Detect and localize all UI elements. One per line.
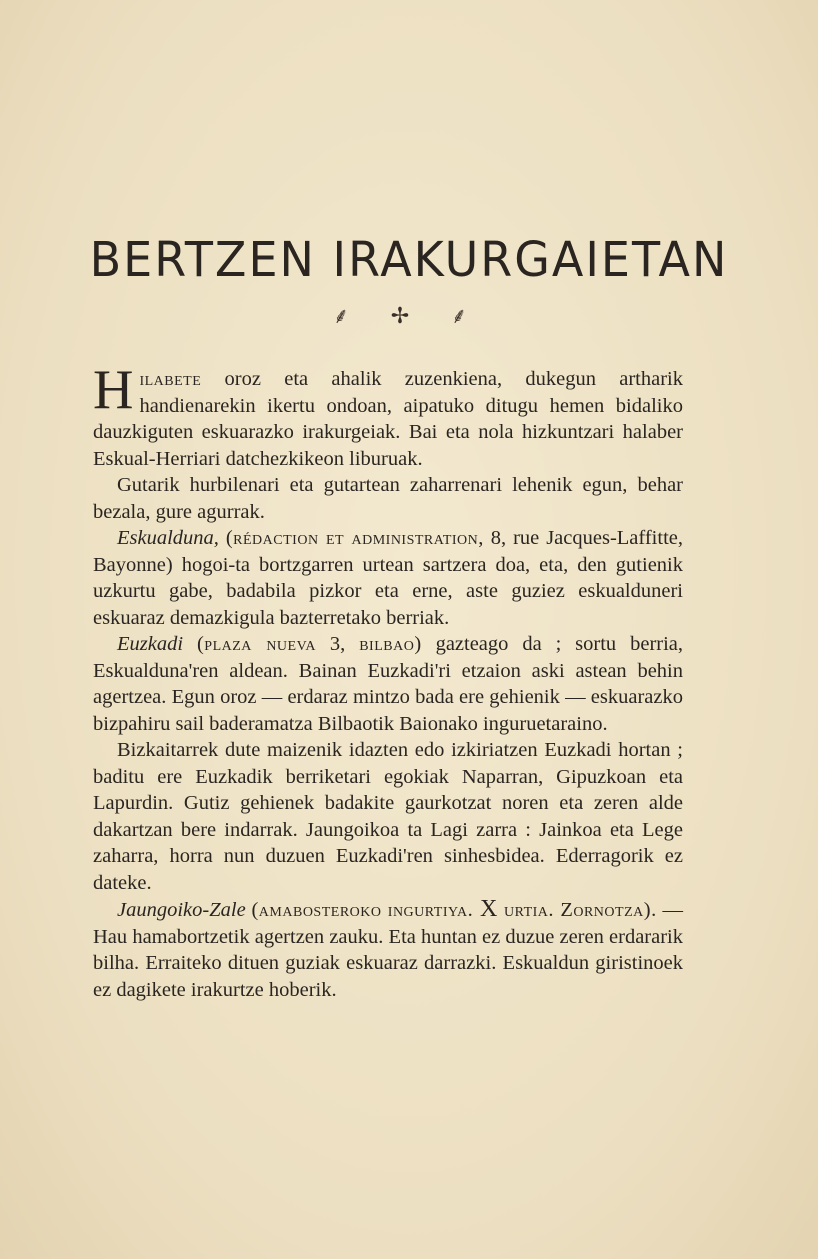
drop-cap: H	[93, 359, 134, 421]
publication-text: gazteago da ; sortu berria, Eskualduna'ren aldean. Bainan Euzkadi'ri etzaion aski astean behin agertzea. Egun oroz — erdaraz mintzo bada ere gehienik — eskuarazko bizpahiru sail baderamatza Bilbaotik Baionako inguruetaraino.	[93, 633, 684, 735]
publication-name: Jaungoiko-Zale	[117, 899, 246, 921]
publication-name: Eskualduna,	[117, 527, 219, 549]
publication-address: (plaza nueva	[196, 633, 317, 655]
paragraph-bizkaitarrek: Bizkaitarrek dute maizenik idazten edo izkiriatzen Euzkadi hortan ; baditu ere Euzkadik berriketari egokiak Naparran, Gipuzkoan eta Lapurdin. Gutiz gehienek badakite gaurkotzat noren eta zeren alde dakartzan bere indarrak. Jaungoikoa ta Lagi zarra : Jainkoa eta Lege zaharra, horra nun duzuen Euzkadi'ren sinhesbidea. Ederragorik ez dateke.	[93, 739, 683, 894]
publication-numeral: X	[473, 896, 504, 922]
publication-name: Euzkadi	[117, 633, 184, 655]
publication-address: (rédaction et administration,	[225, 527, 484, 549]
publication-text: 8, rue Jacques-Laffitte, Bayonne) hogoi-ta bortzgarren urtean sartzera doa, eta, den gutienik uzkurtu gabe, badabila pizkor eta erne, aste guziez eskualduneri eskuaraz demazkigula bazterretako berriak.	[93, 527, 683, 629]
publication-text: — Hau hamabortzetik agertzen zauku. Eta huntan ez duzue zeren erdararik bilha. Erraiteko dituen guziak eskuaraz darrazki. Eskualdun giristinoek ez dagikete irakurtze hoberik.	[93, 899, 684, 1001]
intro-text: oroz eta ahalik zuzenkiena, dukegun artharik handienarekin ikertu ondoan, aipatuko ditugu hemen bidaliko dauzkiguten eskuarazko irakurgeiak. Bai eta nola hizkuntzari halaber Eskual-Herriari datchezkikeon liburuak.	[93, 368, 683, 470]
publication-address: (amabosteroko ingurtiya.	[251, 899, 474, 921]
ornament-divider: ⸙ ✢ ⸙	[332, 303, 486, 328]
article-body	[93, 359, 684, 1003]
paragraph-euzkadi	[93, 631, 683, 737]
page-title: BERTZEN IRAKURGAIETAN	[89, 230, 729, 288]
publication-number: 3,	[316, 633, 360, 655]
intro-smallcaps: ilabete	[139, 368, 202, 390]
paragraph-jaungoiko-zale	[93, 896, 683, 1003]
publication-city: bilbao)	[359, 633, 422, 655]
paragraph-greeting: Gutarik hurbilenari eta gutartean zaharrenari lehenik egun, behar bezala, gure agurrak.	[93, 474, 683, 523]
paragraph-intro	[93, 359, 683, 472]
publication-address-2: urtia. Zornotza).	[503, 899, 657, 921]
paragraph-eskualduna	[93, 525, 683, 631]
